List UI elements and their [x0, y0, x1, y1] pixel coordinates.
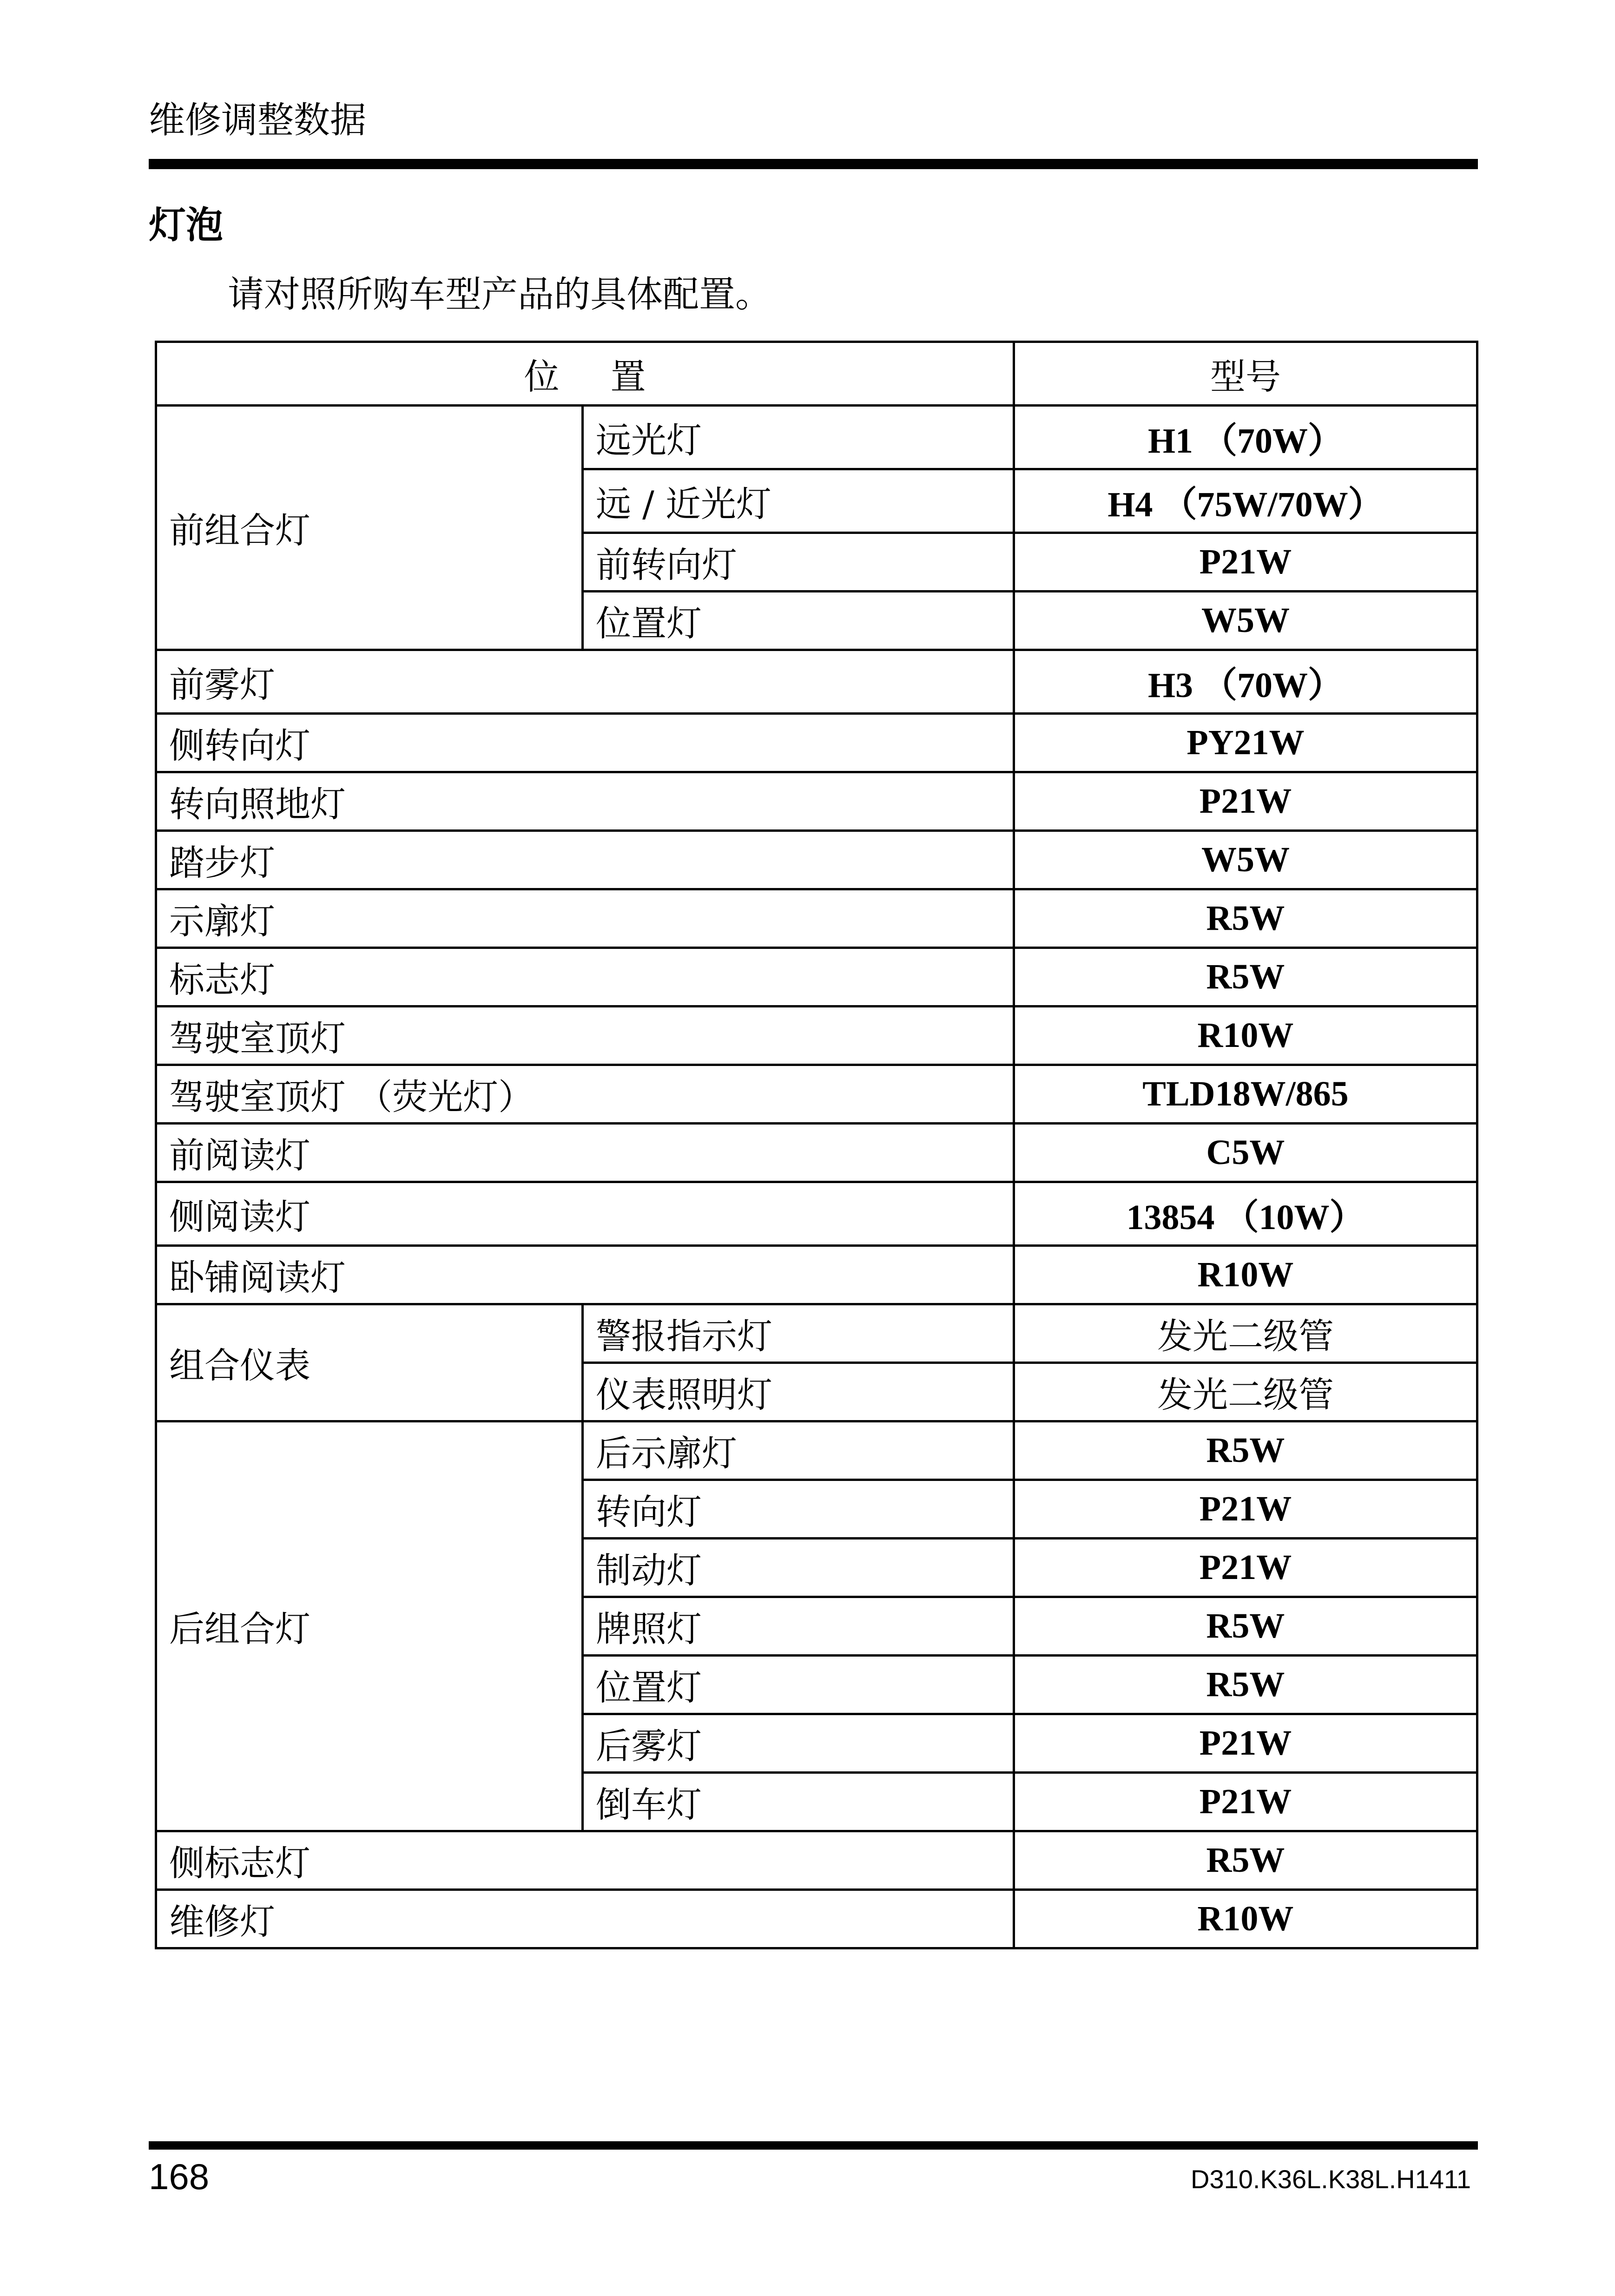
location: 侧阅读灯	[156, 1182, 1014, 1246]
location: 驾驶室顶灯 （荧光灯）	[156, 1065, 1014, 1124]
bulb-model: R10W	[1014, 1890, 1477, 1948]
page-number: 168	[149, 2156, 210, 2197]
table-row	[156, 406, 1477, 469]
table-row	[156, 1124, 1477, 1182]
bulb-model: C5W	[1014, 1124, 1477, 1182]
bulb-model: R5W	[1014, 889, 1477, 948]
group-rear-combination-lamp: 后组合灯	[156, 1421, 583, 1831]
location: 前阅读灯	[156, 1124, 1014, 1182]
sub-location: 牌照灯	[583, 1597, 1014, 1656]
bulb-model: 发光二级管	[1014, 1304, 1477, 1363]
position-header-char-2: 置	[610, 355, 646, 397]
bulb-model: W5W	[1014, 831, 1477, 889]
footer-rule	[149, 2141, 1478, 2150]
sub-location: 倒车灯	[583, 1773, 1014, 1831]
sub-location: 仪表照明灯	[583, 1363, 1014, 1421]
bulb-model: R5W	[1014, 1421, 1477, 1480]
sub-location: 警报指示灯	[583, 1304, 1014, 1363]
sub-location: 远 / 近光灯	[583, 469, 1014, 533]
model-header: 型号	[1014, 342, 1477, 406]
bulb-model: W5W	[1014, 592, 1477, 650]
bulb-model: P21W	[1014, 772, 1477, 831]
location: 踏步灯	[156, 831, 1014, 889]
table-row	[156, 1304, 1477, 1363]
sub-location: 制动灯	[583, 1539, 1014, 1597]
sub-location: 后雾灯	[583, 1714, 1014, 1773]
table-row	[156, 1831, 1477, 1890]
table-row	[156, 831, 1477, 889]
header-rule	[149, 159, 1478, 169]
location: 侧标志灯	[156, 1831, 1014, 1890]
table-row	[156, 650, 1477, 714]
intro-text: 请对照所购车型产品的具体配置。	[228, 274, 772, 316]
position-header-char-1: 位	[524, 355, 560, 397]
bulb-table	[155, 341, 1478, 1949]
table-row	[156, 1065, 1477, 1124]
bulb-model: P21W	[1014, 1714, 1477, 1773]
sub-location: 位置灯	[583, 1656, 1014, 1714]
running-header: 维修调整数据	[149, 99, 367, 141]
bulb-model: R5W	[1014, 948, 1477, 1007]
bulb-model: TLD18W/865	[1014, 1065, 1477, 1124]
bulb-model: P21W	[1014, 1480, 1477, 1539]
bulb-model: 13854 （10W）	[1014, 1182, 1477, 1246]
table-row	[156, 1007, 1477, 1065]
bulb-model: H1 （70W）	[1014, 406, 1477, 469]
bulb-model: H4 （75W/70W）	[1014, 469, 1477, 533]
table-row	[156, 889, 1477, 948]
location: 卧铺阅读灯	[156, 1246, 1014, 1304]
section-title: 灯泡	[149, 204, 223, 247]
bulb-model: 发光二级管	[1014, 1363, 1477, 1421]
table-row	[156, 714, 1477, 772]
table-row	[156, 1421, 1477, 1480]
table-row	[156, 1182, 1477, 1246]
location: 侧转向灯	[156, 714, 1014, 772]
sub-location: 位置灯	[583, 592, 1014, 650]
location: 转向照地灯	[156, 772, 1014, 831]
table-row	[156, 1246, 1477, 1304]
bulb-model: P21W	[1014, 1539, 1477, 1597]
location: 前雾灯	[156, 650, 1014, 714]
bulb-model: P21W	[1014, 1773, 1477, 1831]
position-header	[156, 342, 1014, 406]
bulb-model: R5W	[1014, 1656, 1477, 1714]
bulb-model: R10W	[1014, 1246, 1477, 1304]
bulb-model: R5W	[1014, 1831, 1477, 1890]
bulb-model: PY21W	[1014, 714, 1477, 772]
group-front-combination-lamp: 前组合灯	[156, 406, 583, 650]
table-row	[156, 772, 1477, 831]
location: 驾驶室顶灯	[156, 1007, 1014, 1065]
sub-location: 远光灯	[583, 406, 1014, 469]
bulb-model: P21W	[1014, 533, 1477, 592]
location: 标志灯	[156, 948, 1014, 1007]
document-code: D310.K36L.K38L.H1411	[1191, 2164, 1471, 2194]
table-header-row	[156, 342, 1477, 406]
bulb-model: R10W	[1014, 1007, 1477, 1065]
location: 示廓灯	[156, 889, 1014, 948]
bulb-model: H3 （70W）	[1014, 650, 1477, 714]
sub-location: 转向灯	[583, 1480, 1014, 1539]
bulb-model: R5W	[1014, 1597, 1477, 1656]
table-row	[156, 1890, 1477, 1948]
sub-location: 前转向灯	[583, 533, 1014, 592]
sub-location: 后示廓灯	[583, 1421, 1014, 1480]
location: 维修灯	[156, 1890, 1014, 1948]
table-row	[156, 948, 1477, 1007]
group-instrument-cluster: 组合仪表	[156, 1304, 583, 1421]
